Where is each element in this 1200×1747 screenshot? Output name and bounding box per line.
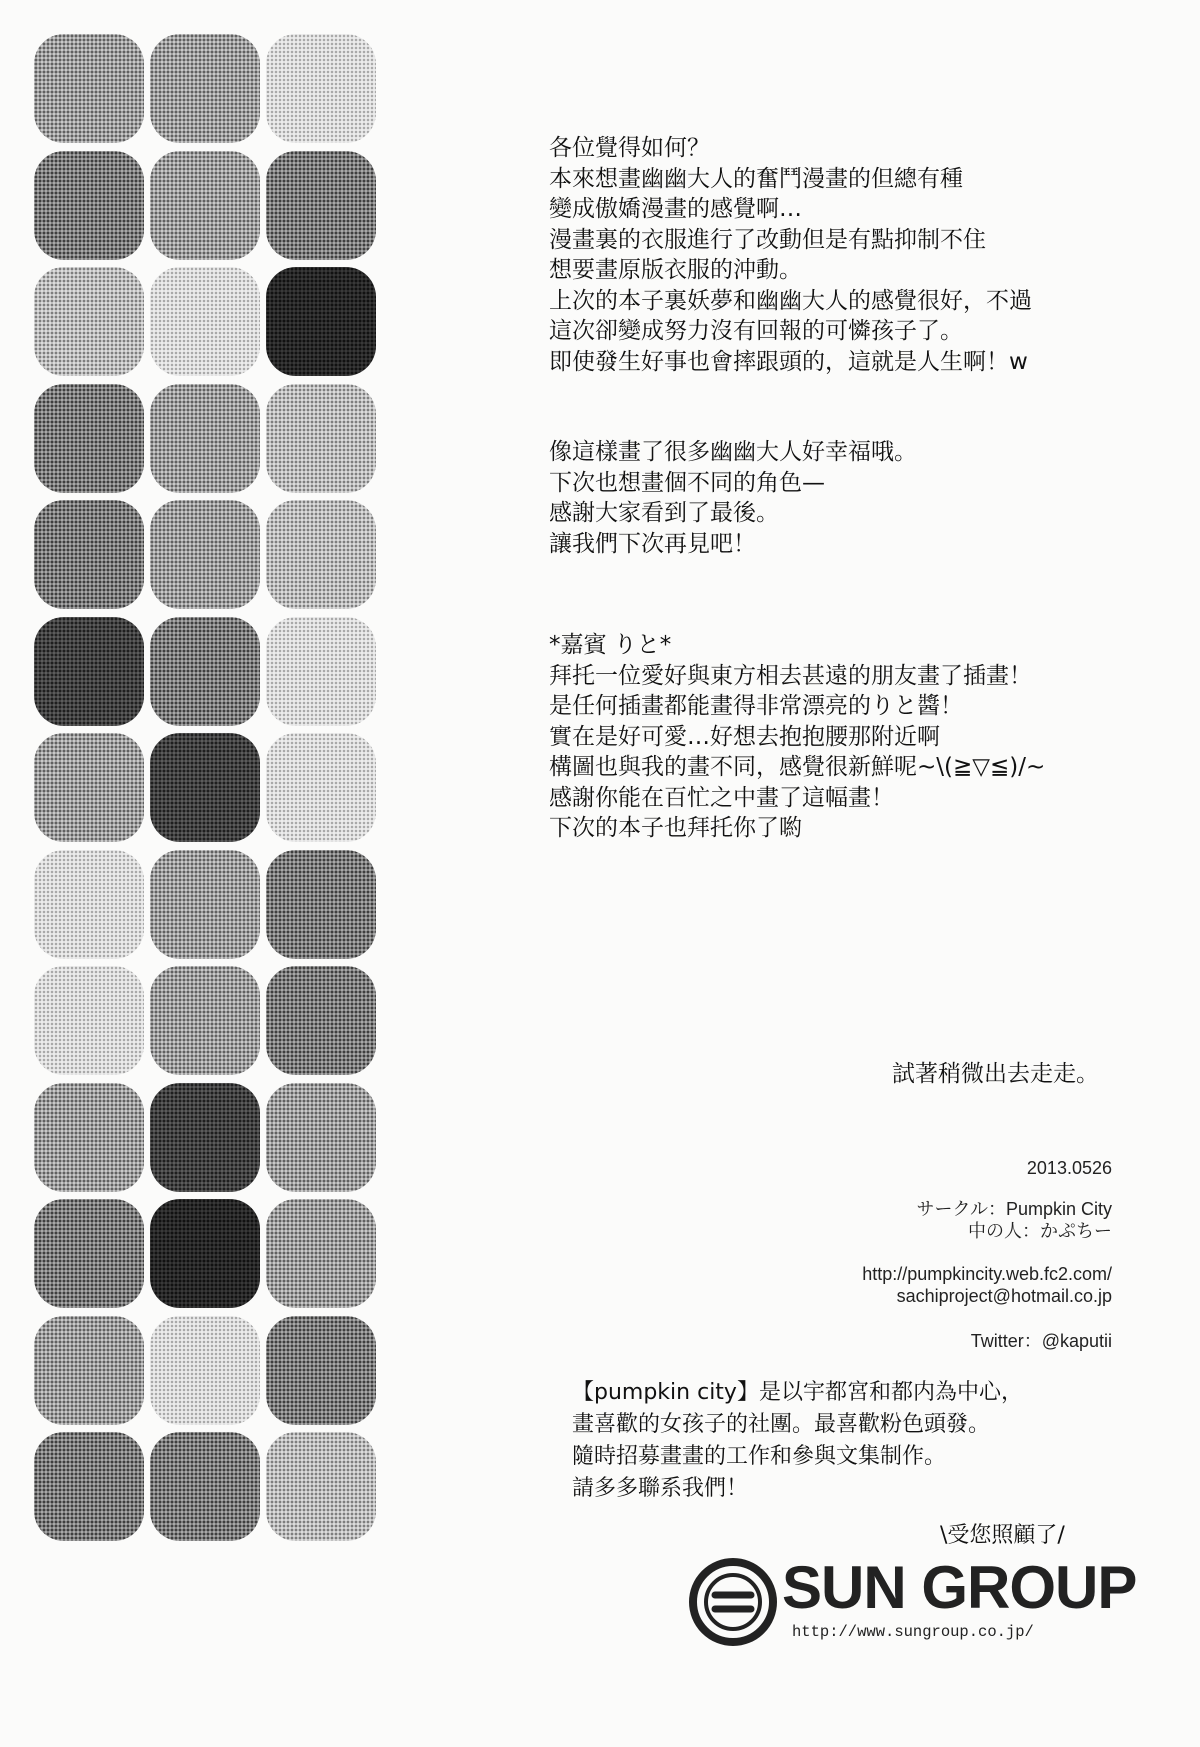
halftone-tile xyxy=(34,850,144,959)
email-address: sachiproject@hotmail.co.jp xyxy=(896,1286,1112,1306)
halftone-tile xyxy=(150,34,260,143)
sun-group-url: http://www.sungroup.co.jp/ xyxy=(792,1623,1034,1641)
website-url: http://pumpkincity.web.fc2.com/ xyxy=(862,1264,1112,1284)
caption: 試著稍微出去走走。 xyxy=(892,1061,1099,1087)
about-text-line: 【pumpkin city】是以宇都宮和都内為中心， xyxy=(572,1380,1023,1405)
twitter-handle: Twitter：@kaputii xyxy=(970,1331,1112,1351)
halftone-tile xyxy=(150,1199,260,1308)
halftone-tile xyxy=(150,384,260,493)
guest-artist-text xyxy=(549,630,1045,844)
halftone-tile xyxy=(34,1316,144,1425)
halftone-tile xyxy=(266,850,376,959)
halftone-tile xyxy=(266,34,376,143)
halftone-tile xyxy=(150,617,260,726)
main-text-line: 變成傲嬌漫畫的感覺啊… xyxy=(549,196,802,222)
printer-thanks-tagline: \受您照顧了/ xyxy=(940,1523,1065,1548)
halftone-tile xyxy=(266,1083,376,1192)
halftone-tile xyxy=(266,500,376,609)
halftone-tile xyxy=(34,384,144,493)
halftone-tile xyxy=(266,1316,376,1425)
halftone-tile xyxy=(266,966,376,1075)
halftone-tile xyxy=(150,1083,260,1192)
sun-group-logo xyxy=(688,1535,1137,1655)
thanks-text xyxy=(549,437,917,559)
thanks-text-line: 下次也想畫個不同的角色— xyxy=(549,469,825,496)
author-name: 中の人：かぷちー xyxy=(968,1221,1112,1241)
halftone-tile xyxy=(266,267,376,376)
halftone-tile xyxy=(150,500,260,609)
halftone-tile xyxy=(34,267,144,376)
main-text-line: 本來想畫幽幽大人的奮鬥漫畫的但總有種 xyxy=(549,165,963,192)
halftone-tile xyxy=(34,1199,144,1308)
main-text-line: 上次的本子裏妖夢和幽幽大人的感覺很好，不過 xyxy=(549,287,1032,314)
halftone-tile xyxy=(150,267,260,376)
guest-heading: *嘉賓 りと* xyxy=(549,632,672,658)
about-text-line: 畫喜歡的女孩子的社團。最喜歡粉色頭發。 xyxy=(572,1412,991,1437)
halftone-tile xyxy=(150,1316,260,1425)
publication-date: 2013.0526 xyxy=(1026,1158,1112,1178)
halftone-tile xyxy=(150,733,260,842)
guest-text-line: 拜托一位愛好與東方相去甚遠的朋友畫了插畫！ xyxy=(549,662,1032,689)
main-text-line: 漫畫裏的衣服進行了改動但是有點抑制不住 xyxy=(549,226,986,253)
halftone-tile xyxy=(150,1432,260,1541)
halftone-tile xyxy=(34,500,144,609)
halftone-tile xyxy=(150,850,260,959)
halftone-tile xyxy=(150,151,260,260)
halftone-tile xyxy=(34,733,144,842)
sun-group-wordmark: SUN GROUP xyxy=(782,1554,1137,1621)
guest-text-line: 感謝你能在百忙之中畫了這幅畫！ xyxy=(549,784,894,811)
main-text-line: 這次卻變成努力沒有回報的可憐孩子了。 xyxy=(549,318,963,344)
halftone-tile xyxy=(266,617,376,726)
halftone-tile xyxy=(266,733,376,842)
halftone-tile xyxy=(266,384,376,493)
afterword-main-text xyxy=(549,133,1032,377)
about-text-line: 請多多聯系我們！ xyxy=(572,1476,749,1501)
thanks-text-line: 感謝大家看到了最後。 xyxy=(549,500,779,526)
halftone-tile-grid xyxy=(0,0,460,1747)
circle-name: サークル：Pumpkin City xyxy=(916,1199,1112,1219)
circle-about-text xyxy=(572,1377,1023,1505)
guest-text-line: 是任何插畫都能畫得非常漂亮的りと醬！ xyxy=(549,693,963,719)
guest-text-line: 構圖也與我的畫不同，感覺很新鮮呢~\(≧▽≦)/~ xyxy=(549,754,1046,780)
thanks-text-line: 讓我們下次再見吧！ xyxy=(549,530,756,557)
main-text-line: 即使發生好事也會摔跟頭的，這就是人生啊！w xyxy=(549,348,1028,375)
halftone-tile xyxy=(34,151,144,260)
main-text-line: 想要畫原版衣服的沖動。 xyxy=(549,257,802,283)
halftone-tile xyxy=(34,34,144,143)
sun-group-emblem-icon xyxy=(688,1557,778,1647)
halftone-tile xyxy=(266,151,376,260)
halftone-tile xyxy=(266,1199,376,1308)
halftone-tile xyxy=(150,966,260,1075)
thanks-text-line: 像這樣畫了很多幽幽大人好幸福哦。 xyxy=(549,439,917,465)
halftone-tile xyxy=(34,966,144,1075)
halftone-tile xyxy=(34,1432,144,1541)
halftone-tile xyxy=(34,617,144,726)
about-text-line: 隨時招募畫畫的工作和參與文集制作。 xyxy=(572,1444,947,1469)
guest-text-line: 下次的本子也拜托你了喲 xyxy=(549,815,802,841)
main-text-line: 各位覺得如何？ xyxy=(549,135,710,161)
halftone-tile xyxy=(34,1083,144,1192)
halftone-tile xyxy=(266,1432,376,1541)
guest-text-line: 實在是好可愛…好想去抱抱腰那附近啊 xyxy=(549,723,940,750)
